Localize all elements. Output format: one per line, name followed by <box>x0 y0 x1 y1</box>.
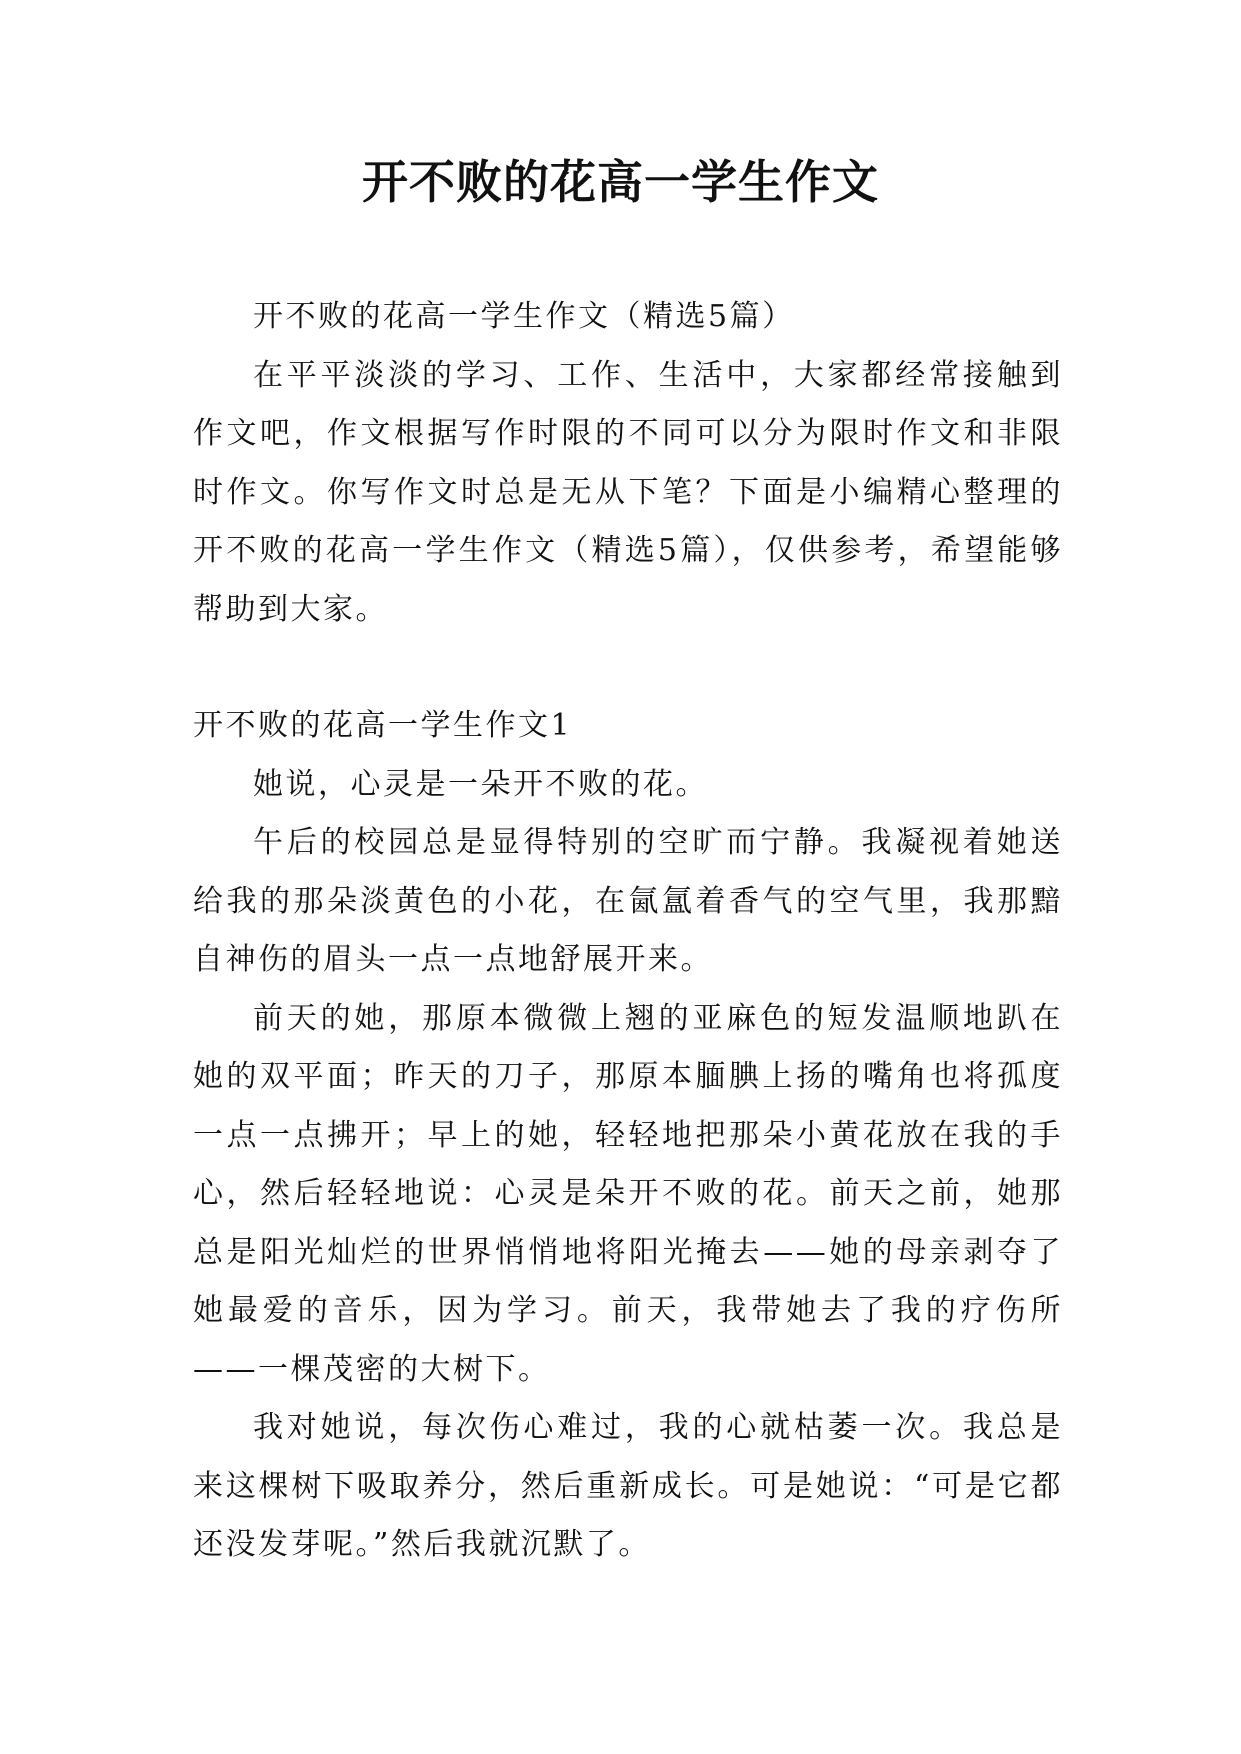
body-paragraph: 午后的校园总是显得特别的空旷而宁静。我凝视着她送给我的那朵淡黄色的小花，在氤氲着香气的空气里，我那黯自神伤的眉头一点一点地舒展开来。 <box>193 825 1063 977</box>
body-paragraph: 她说，心灵是一朵开不败的花。 <box>253 766 708 802</box>
intro-paragraph: 在平平淡淡的学习、工作、生活中，大家都经常接触到作文吧，作文根据写作时限的不同可以分为限时作文和非限时作文。你写作文时总是无从下笔？下面是小编精心整理的开不败的花高一学生作文（精选5篇），仅供参考，希望能够帮助到大家。 <box>193 357 1063 627</box>
document-body <box>193 288 1063 1575</box>
section-heading: 开不败的花高一学生作文1 <box>193 708 573 743</box>
body-paragraph: 我对她说，每次伤心难过，我的心就枯萎一次。我总是来这棵树下吸取养分，然后重新成长。可是她说：“可是它都还没发芽呢。”然后我就沉默了。 <box>193 1410 1063 1562</box>
intro-line: 开不败的花高一学生作文（精选5篇） <box>253 299 795 334</box>
document-title: 开不败的花高一学生作文 <box>362 155 879 209</box>
body-paragraph: 前天的她，那原本微微上翘的亚麻色的短发温顺地趴在她的双平面；昨天的刀子，那原本腼腆上扬的嘴角也将孤度一点一点拂开；早上的她，轻轻地把那朵小黄花放在我的手心，然后轻轻地说：心灵是朵开不败的花。前天之前，她那总是阳光灿烂的世界悄悄地将阳光掩去——她的母亲剥夺了她最爱的音乐，因为学习。前天，我带她去了我的疗伤所——一棵茂密的大树下。 <box>193 1000 1063 1387</box>
paragraph-spacer <box>193 639 1063 697</box>
